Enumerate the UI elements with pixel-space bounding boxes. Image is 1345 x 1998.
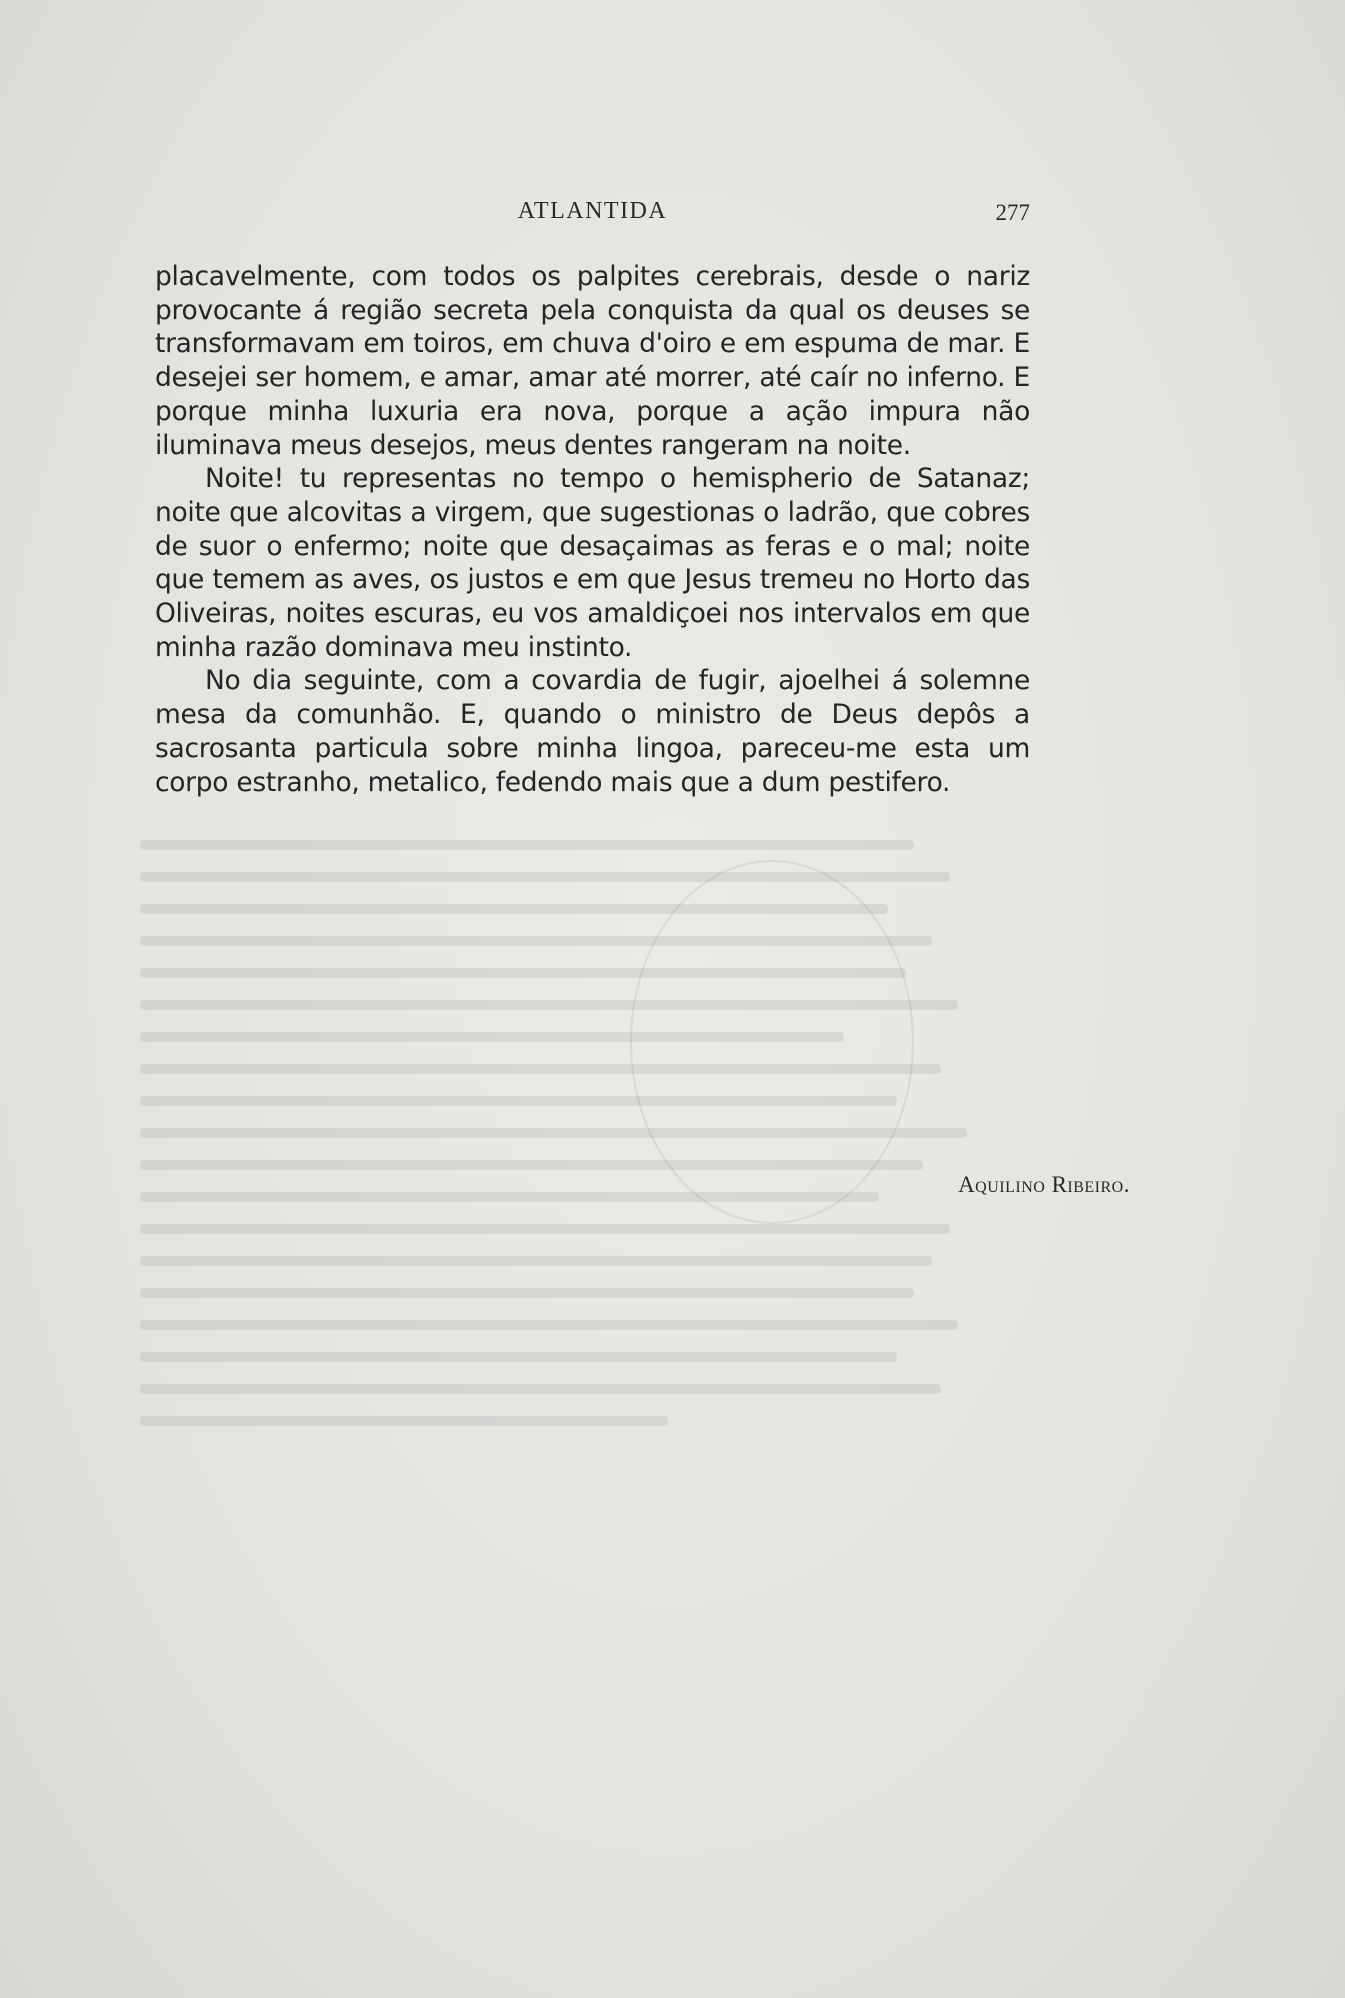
paragraph: No dia seguinte, com a covardia de fugir, ajoelhei á solemne mesa da comunhão. E, quando o ministro de Deus depôs a sacrosanta particula sobre minha lingoa, pareceu-me esta um corpo estranho, metalico, fedendo mais que a dum pestifero. — [155, 665, 1030, 798]
paragraph: placavelmente, com todos os palpites cerebrais, desde o nariz provocante á região secreta pela conquista da qual os deuses se transformavam em toiros, em chuva d'oiro e em espuma de mar. E desejei ser homem, e amar, amar até morrer, até caír no inferno. E porque minha luxuria era nova, porque a ação impura não iluminava meus desejos, meus dentes rangeram na noite. — [155, 261, 1030, 461]
body-text — [155, 260, 1130, 1197]
paragraph: Noite! tu representas no tempo o hemispherio de Satanaz; noite que alcovitas a virgem, que sugestionas o ladrão, que cobres de suor o enfermo; noite que desaçaimas as feras e o mal; noite que temem as aves, os justos e em que Jesus tremeu no Horto das Oliveiras, noites escuras, eu vos amaldiçoei nos intervalos em que minha razão dominava meu instinto. — [155, 463, 1030, 663]
bleed-through-portrait — [630, 860, 914, 1224]
running-title: ATLANTIDA — [517, 198, 668, 224]
page-header — [155, 198, 1030, 238]
author-signature: Aquilino Ribeiro. — [958, 1172, 1130, 1197]
page-number: 277 — [995, 200, 1030, 225]
